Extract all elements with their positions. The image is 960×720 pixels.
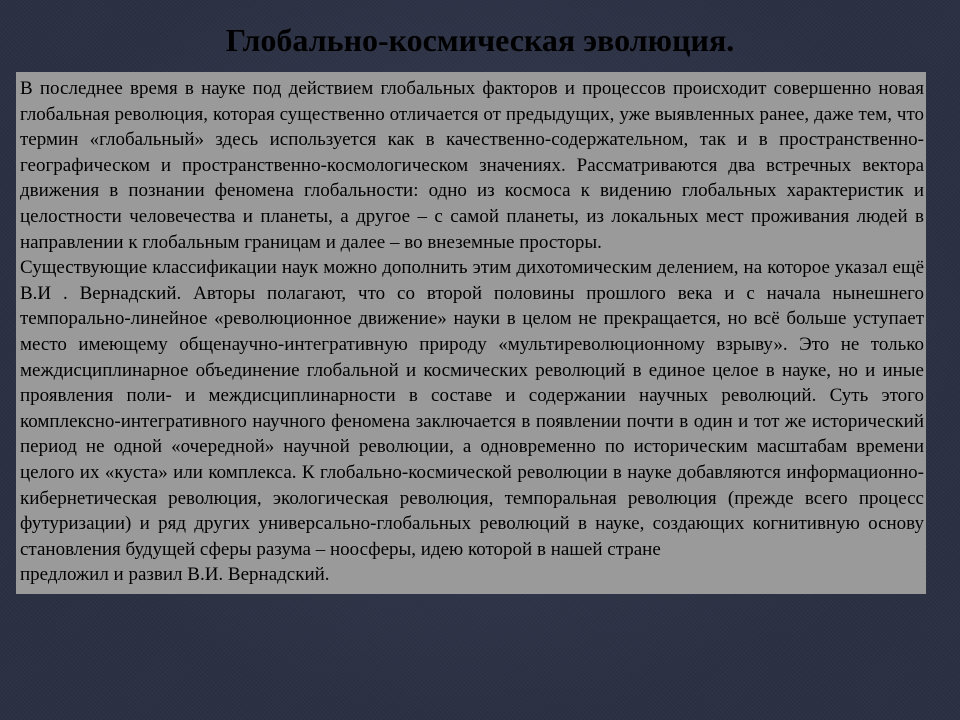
- paragraph-3: предложил и развил В.И. Вернадский.: [20, 564, 330, 586]
- slide-title: Глобально-космическая эволюция.: [225, 22, 735, 58]
- paragraph-2: Существующие классификации наук можно дополнить этим дихотомическим делением, на которое указал ещё В.И . Вернадский. Авторы полагают, что со второй половины прошлого века и с начала нынешнего темпорально-линейное «революционное движение» науки в целом не прекращается, но всё больше уступает место имеющему общенаучно-интегративную природу «мультиреволюционному взрыву». Это не только междисциплинарное объединение глобальной и космических революций в единое целое в науке, но и иные проявления поли- и междисциплинарности в составе и содержании научных революций. Суть этого комплексно-интегративного научного феномена заключается в появлении почти в один и тот же исторический период не одной «очередной» научной революции, а одновременно по историческим масштабам времени целого их «куста» или комплекса. К глобально-космической революции в науке добавляются информационно-кибернетическая революция, экологическая революция, темпоральная революция (прежде всего процесс футуризации) и ряд других универсально-глобальных революций в науке, создающих когнитивную основу становления будущей сферы разума – ноосферы, идею которой в нашей стране: [20, 257, 924, 560]
- text-box: [16, 72, 926, 594]
- paragraph-1: В последнее время в науке под действием глобальных факторов и процессов происходит совершенно новая глобальная революция, которая существенно отличается от предыдущих, уже выявленных ранее, даже тем, что термин «глобальный» здесь используется как в качественно-содержательном, так и в пространственно-географическом и пространственно-космологическом значениях. Рассматриваются два встречных вектора движения в познании феномена глобальности: одно из космоса к видению глобальных характеристик и целостности человечества и планеты, а другое – с самой планеты, из локальных мест проживания людей в направлении к глобальным границам и далее – во внеземные просторы.: [20, 78, 924, 253]
